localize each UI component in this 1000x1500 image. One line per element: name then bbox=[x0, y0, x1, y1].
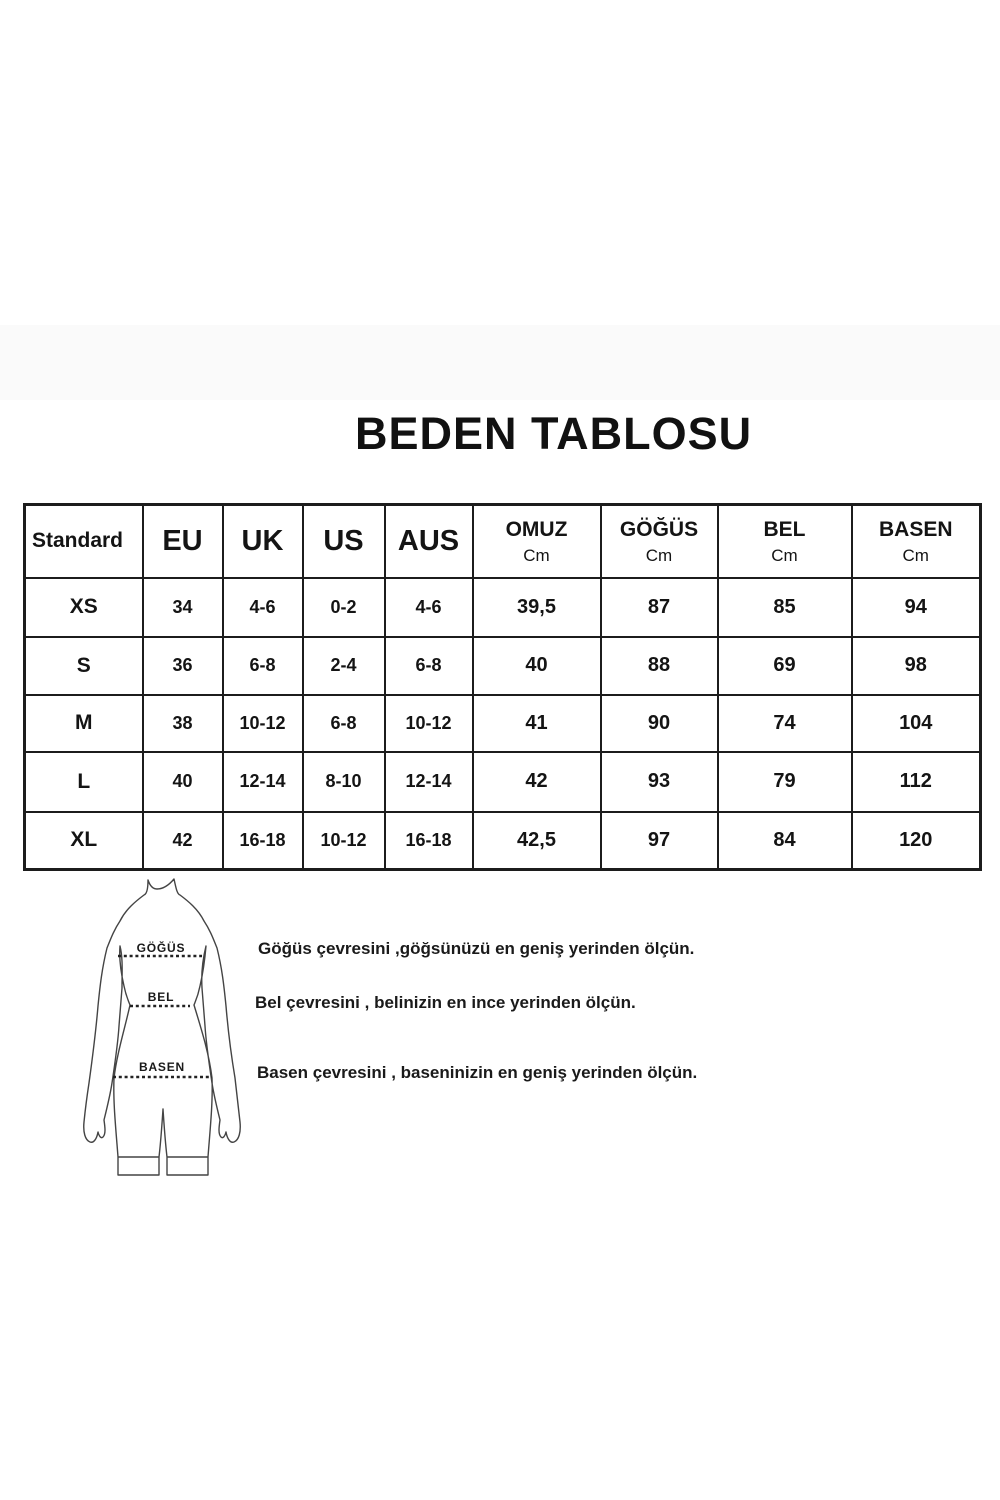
cell-omuz: 42 bbox=[473, 752, 601, 812]
header-label: BASEN bbox=[878, 517, 953, 541]
table-row-l bbox=[25, 752, 981, 812]
size-table bbox=[23, 503, 982, 871]
cell-us: 0-2 bbox=[303, 578, 385, 637]
chest-label: GÖĞÜS bbox=[136, 941, 186, 955]
table-row-s bbox=[25, 637, 981, 695]
header-cell-omuz bbox=[473, 505, 601, 578]
cell-eu: 36 bbox=[143, 637, 223, 695]
cell-aus: 16-18 bbox=[385, 812, 473, 870]
body-silhouette bbox=[84, 879, 241, 1175]
cell-gogus: 97 bbox=[601, 812, 718, 870]
cell-eu: 34 bbox=[143, 578, 223, 637]
body-outline-illustration bbox=[60, 868, 260, 1180]
cell-size: L bbox=[25, 752, 143, 812]
cell-uk: 4-6 bbox=[223, 578, 303, 637]
cell-aus: 10-12 bbox=[385, 695, 473, 752]
cell-us: 8-10 bbox=[303, 752, 385, 812]
cell-aus: 4-6 bbox=[385, 578, 473, 637]
hip-instruction: Basen çevresini , baseninizin en geniş yerinden ölçün. bbox=[257, 1063, 698, 1082]
waist-label: BEL bbox=[147, 990, 175, 1004]
cell-uk: 12-14 bbox=[223, 752, 303, 812]
cell-omuz: 39,5 bbox=[473, 578, 601, 637]
cell-omuz: 40 bbox=[473, 637, 601, 695]
header-cell-gogus bbox=[601, 505, 718, 578]
table-row-xl bbox=[25, 812, 981, 870]
cell-eu: 42 bbox=[143, 812, 223, 870]
cell-omuz: 41 bbox=[473, 695, 601, 752]
chest-instruction: Göğüs çevresini ,göğsünüzü en geniş yerinden ölçün. bbox=[258, 939, 695, 958]
cell-bel: 79 bbox=[718, 752, 852, 812]
cell-gogus: 88 bbox=[601, 637, 718, 695]
cell-aus: 12-14 bbox=[385, 752, 473, 812]
cell-size: S bbox=[25, 637, 143, 695]
cell-gogus: 90 bbox=[601, 695, 718, 752]
header-label: BEL bbox=[763, 517, 806, 541]
header-cell-us: US bbox=[303, 505, 385, 578]
cell-omuz: 42,5 bbox=[473, 812, 601, 870]
cell-bel: 84 bbox=[718, 812, 852, 870]
header-unit: Cm bbox=[645, 545, 673, 565]
cell-size: M bbox=[25, 695, 143, 752]
header-cell-basen bbox=[852, 505, 981, 578]
cell-size: XL bbox=[25, 812, 143, 870]
header-label: GÖĞÜS bbox=[619, 517, 699, 541]
table-row-m bbox=[25, 695, 981, 752]
cell-size: XS bbox=[25, 578, 143, 637]
scan-artifact-band bbox=[0, 325, 1000, 400]
table-row-xs bbox=[25, 578, 981, 637]
header-unit: Cm bbox=[771, 545, 798, 565]
page-title: BEDEN TABLOSU bbox=[355, 408, 753, 459]
cell-bel: 74 bbox=[718, 695, 852, 752]
cell-bel: 85 bbox=[718, 578, 852, 637]
cell-eu: 38 bbox=[143, 695, 223, 752]
cell-basen: 112 bbox=[852, 752, 981, 812]
cell-basen: 120 bbox=[852, 812, 981, 870]
header-label: OMUZ bbox=[505, 517, 568, 541]
header-cell-eu: EU bbox=[143, 505, 223, 578]
hip-label: BASEN bbox=[138, 1060, 186, 1074]
header-unit: Cm bbox=[902, 545, 929, 565]
cell-us: 10-12 bbox=[303, 812, 385, 870]
cell-basen: 104 bbox=[852, 695, 981, 752]
cell-us: 6-8 bbox=[303, 695, 385, 752]
header-unit: Cm bbox=[523, 545, 550, 565]
header-cell-uk: UK bbox=[223, 505, 303, 578]
cell-gogus: 93 bbox=[601, 752, 718, 812]
cell-aus: 6-8 bbox=[385, 637, 473, 695]
cell-eu: 40 bbox=[143, 752, 223, 812]
header-cell-aus: AUS bbox=[385, 505, 473, 578]
cell-bel: 69 bbox=[718, 637, 852, 695]
cell-uk: 10-12 bbox=[223, 695, 303, 752]
cell-uk: 16-18 bbox=[223, 812, 303, 870]
cell-uk: 6-8 bbox=[223, 637, 303, 695]
header-cell-bel bbox=[718, 505, 852, 578]
header-cell-standard: Standard bbox=[25, 505, 143, 578]
cell-basen: 94 bbox=[852, 578, 981, 637]
waist-instruction: Bel çevresini , belinizin en ince yerinden ölçün. bbox=[255, 993, 636, 1012]
body-measurement-figure bbox=[60, 868, 260, 1180]
cell-us: 2-4 bbox=[303, 637, 385, 695]
cell-basen: 98 bbox=[852, 637, 981, 695]
table-header-row bbox=[25, 505, 981, 578]
cell-gogus: 87 bbox=[601, 578, 718, 637]
